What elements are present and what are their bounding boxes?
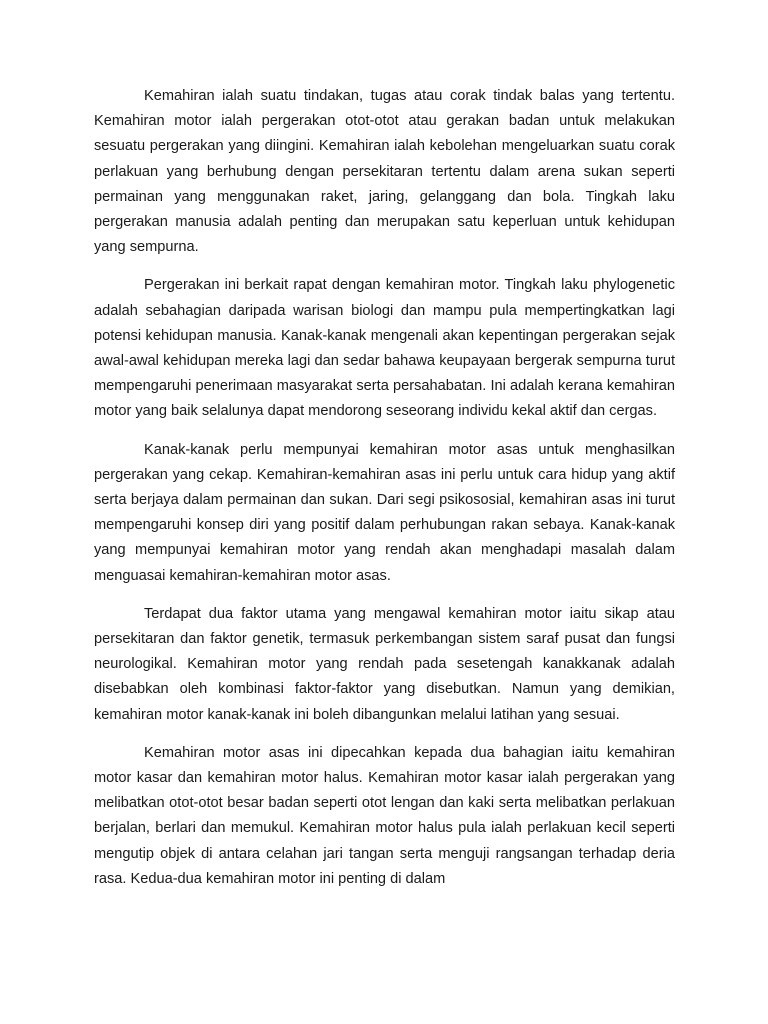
paragraph-5: Kemahiran motor asas ini dipecahkan kepada dua bahagian iaitu kemahiran motor kasar dan kemahiran motor halus. Kemahiran motor kasar ialah pergerakan yang melibatkan otot-otot besar badan seperti otot lengan dan kaki serta melibatkan perlakuan berjalan, berlari dan memukul. Kemahiran motor halus pula ialah perlakuan kecil seperti mengutip objek di antara celahan jari tangan serta menguji rangsangan terhadap deria rasa. Kedua-dua kemahiran motor ini penting di dalam bbox=[94, 744, 675, 887]
paragraph-3: Kanak-kanak perlu mempunyai kemahiran motor asas untuk menghasilkan pergerakan yang cekap. Kemahiran-kemahiran asas ini perlu untuk cara hidup yang aktif serta berjaya dalam permainan dan sukan. Dari segi psikososial, kemahiran asas ini turut mempengaruhi konsep diri yang positif dalam perhubungan rakan sebaya. Kanak-kanak yang mempunyai kemahiran motor yang rendah akan menghadapi masalah dalam menguasai kemahiran-kemahiran motor asas. bbox=[94, 441, 675, 584]
paragraph-4: Terdapat dua faktor utama yang mengawal kemahiran motor iaitu sikap atau persekitaran dan faktor genetik, termasuk perkembangan sistem saraf pusat dan fungsi neurologikal. Kemahiran motor yang rendah pada sesetengah kanakkanak adalah disebabkan oleh kombinasi faktor-faktor yang disebutkan. Namun yang demikian, kemahiran motor kanak-kanak ini boleh dibangunkan melalui latihan yang sesuai. bbox=[94, 605, 675, 723]
paragraph-1: Kemahiran ialah suatu tindakan, tugas atau corak tindak balas yang tertentu. Kemahiran motor ialah pergerakan otot-otot atau gerakan badan untuk melakukan sesuatu pergerakan yang diingini. Kemahiran ialah kebolehan mengeluarkan suatu corak perlakuan yang berhubung dengan persekitaran tertentu dalam arena sukan seperti permainan yang menggunakan raket, jaring, gelanggang dan bola. Tingkah laku pergerakan manusia adalah penting dan merupakan satu keperluan untuk kehidupan yang sempurna. bbox=[94, 88, 675, 256]
document-body bbox=[94, 84, 675, 892]
paragraph-2: Pergerakan ini berkait rapat dengan kemahiran motor. Tingkah laku phylogenetic adalah sebahagian daripada warisan biologi dan mampu pula mempertingkatkan lagi potensi kehidupan manusia. Kanak-kanak mengenali akan kepentingan pergerakan sejak awal-awal kehidupan mereka lagi dan sedar bahawa keupayaan bergerak sempurna turut mempengaruhi penerimaan masyarakat serta persahabatan. Ini adalah kerana kemahiran motor yang baik selalunya dapat mendorong seseorang individu kekal aktif dan cergas. bbox=[94, 277, 675, 420]
